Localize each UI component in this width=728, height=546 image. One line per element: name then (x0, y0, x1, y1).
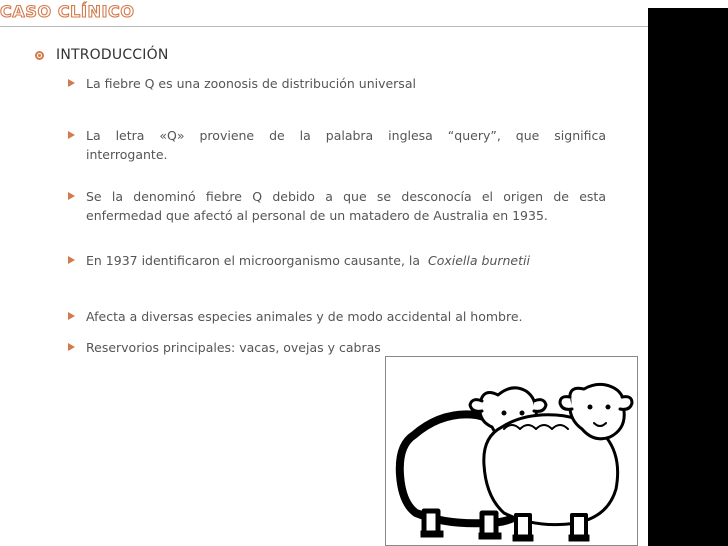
sheep-illustration (385, 356, 638, 546)
right-sidebar-band (648, 0, 728, 546)
bullet-text: Reservorios principales: vacas, ovejas y cabras (86, 340, 381, 355)
bullet-text-line1: Se la denominó fiebre Q debido a que se desconocía el origen de esta (86, 189, 606, 204)
bullet-item (68, 187, 606, 225)
bullet-item (68, 74, 606, 93)
ring-bullet-icon (35, 51, 44, 60)
sidebar-top-strip (648, 0, 728, 8)
bullet-item (68, 251, 606, 270)
sheep-drawing (386, 357, 638, 546)
bullet-item (68, 126, 606, 164)
bullet-item (68, 338, 606, 357)
bullet-text: Afecta a diversas especies animales y de modo accidental al hombre. (86, 309, 523, 324)
bullet-text-line2: interrogante. (86, 147, 168, 162)
bullet-text: En 1937 identificaron el microorganismo causante, la (86, 253, 421, 268)
section-heading (35, 47, 169, 63)
bullet-text-line2: enfermedad que afectó al personal de un matadero de Australia en 1935. (86, 208, 548, 223)
section-label: INTRODUCCIÓN (56, 47, 169, 63)
bullet-text-line1: La letra «Q» proviene de la palabra inglesa “query”, que significa (86, 128, 606, 143)
title-divider (0, 26, 648, 27)
bullet-text: La fiebre Q es una zoonosis de distribución universal (86, 76, 416, 91)
bullet-item (68, 307, 606, 326)
organism-name: Coxiella burnetii (428, 253, 530, 268)
slide-title: CASO CLÍNICO (0, 2, 135, 21)
